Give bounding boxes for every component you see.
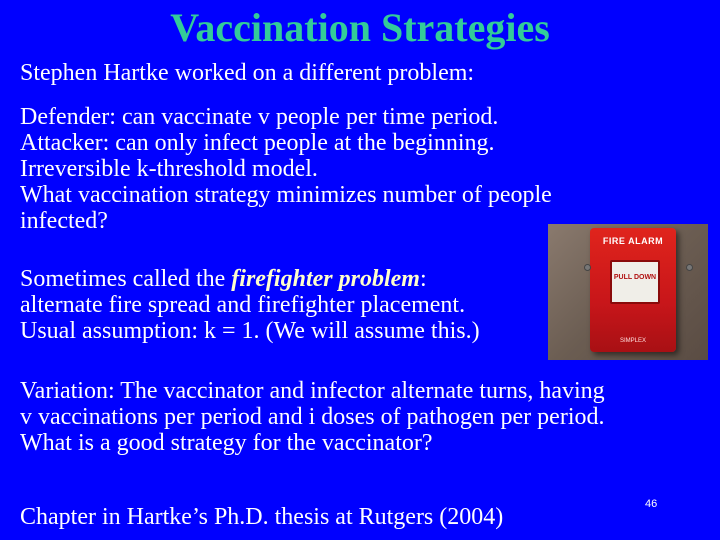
- problem-line-defender: Defender: can vaccinate v people per time period.: [20, 104, 499, 130]
- wall-bolt-icon: [686, 264, 693, 271]
- alarm-label-bottom: SIMPLEX: [619, 338, 646, 344]
- variation-line-2: v vaccinations per period and i doses of pathogen per period.: [20, 404, 605, 430]
- problem-paragraph: [20, 104, 552, 234]
- alarm-label-top: FIRE ALARM: [602, 236, 664, 246]
- variation-paragraph: [20, 378, 605, 456]
- fire-alarm-photo: [548, 224, 708, 360]
- firefighter-suffix: :: [419, 266, 427, 292]
- alarm-handle-label: PULL DOWN: [613, 274, 657, 281]
- firefighter-prefix: Sometimes called the: [20, 266, 232, 292]
- firefighter-paragraph: [20, 266, 480, 344]
- citation: Chapter in Hartke’s Ph.D. thesis at Rutgers (2004): [20, 504, 504, 530]
- variation-line-3: What is a good strategy for the vaccinator?: [20, 430, 433, 456]
- firefighter-line-3: Usual assumption: k = 1. (We will assume this.): [20, 318, 480, 344]
- problem-line-attacker: Attacker: can only infect people at the beginning.: [20, 130, 495, 156]
- firefighter-term: firefighter problem: [231, 266, 420, 292]
- intro-paragraph: [20, 60, 474, 86]
- page-number: 46: [645, 498, 658, 510]
- firefighter-line-1: [20, 266, 480, 292]
- problem-line-question-cont: infected?: [20, 208, 108, 234]
- variation-line-1: Variation: The vaccinator and infector alternate turns, having: [20, 378, 605, 404]
- problem-line-model: Irreversible k-threshold model.: [20, 156, 318, 182]
- problem-line-question: What vaccination strategy minimizes number of people: [20, 182, 552, 208]
- slide-title: Vaccination Strategies: [170, 5, 550, 50]
- wall-bolt-icon: [584, 264, 591, 271]
- intro-line: Stephen Hartke worked on a different problem:: [20, 60, 475, 86]
- alarm-handle: [610, 260, 660, 304]
- fire-alarm-pull-station-icon: [590, 228, 676, 352]
- firefighter-line-2: alternate fire spread and firefighter placement.: [20, 292, 466, 318]
